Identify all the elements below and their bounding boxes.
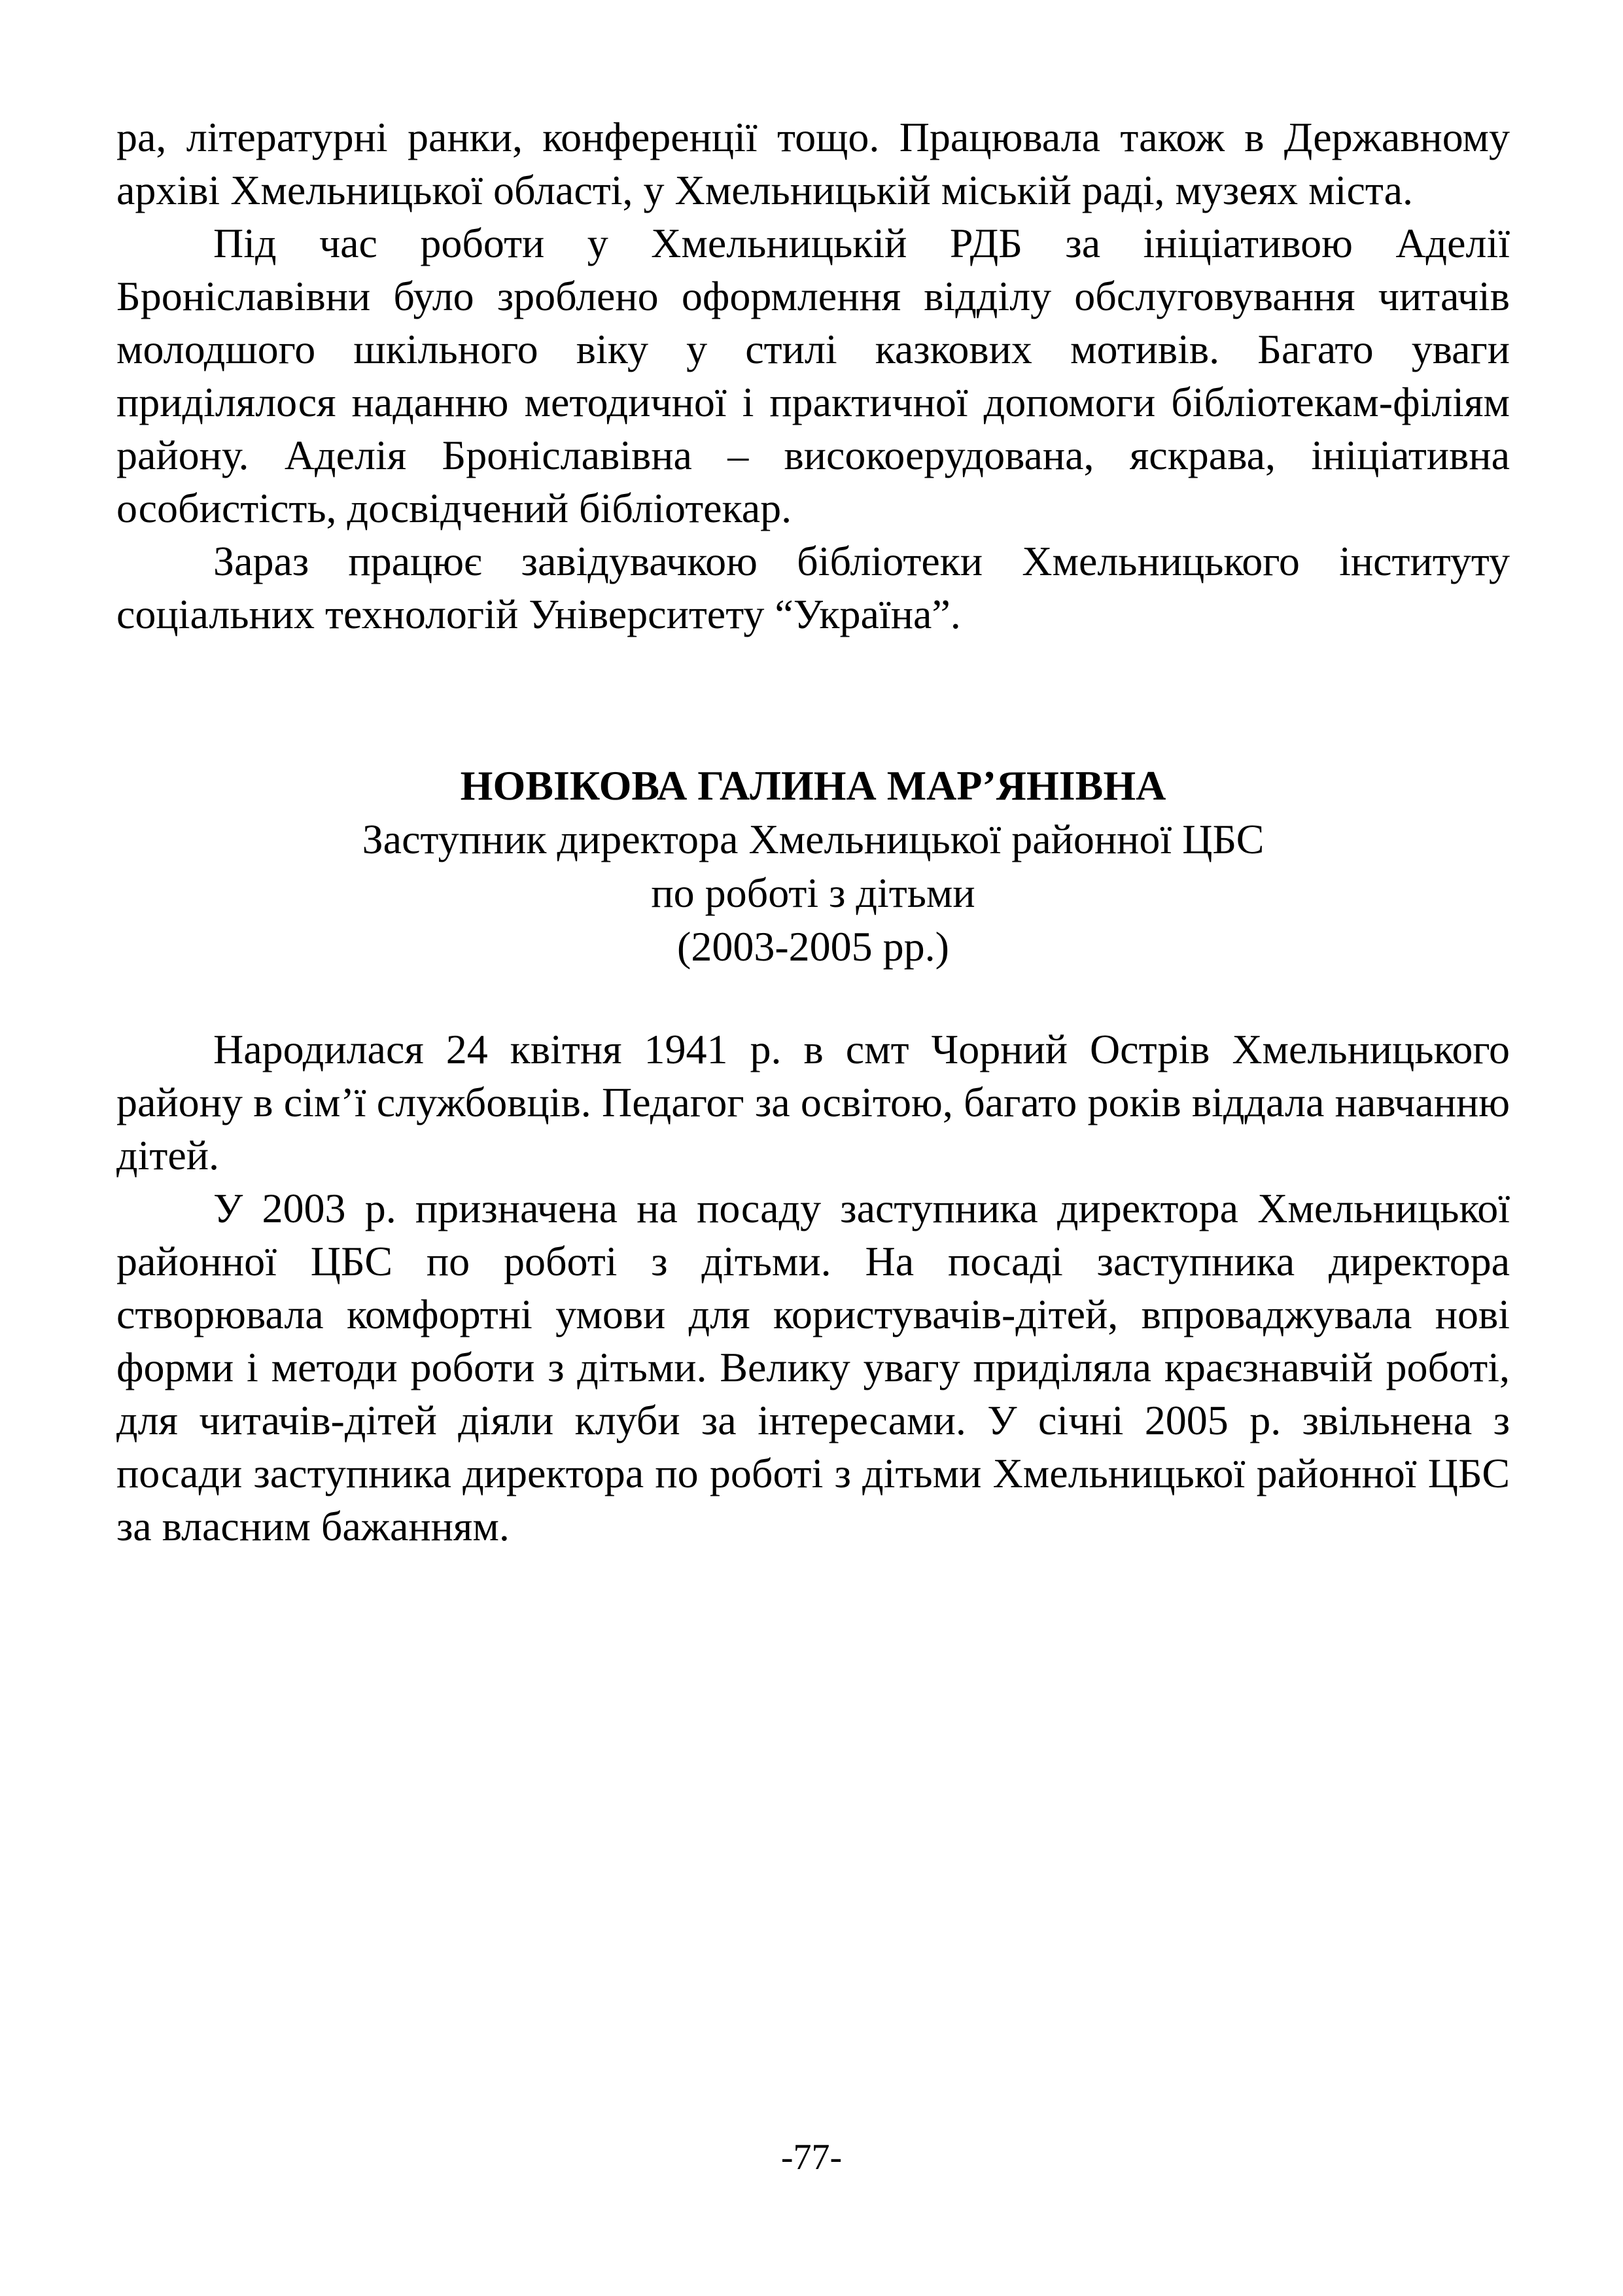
entry-body-text (116, 1023, 1510, 1553)
paragraph: Під час роботи у Хмельницькій РДБ за ініціативою Аделії Броніславівни було зроблено оформлення відділу обслуговування читачів молодшого шкільного віку у стилі казкових мотивів. Багато уваги приділялося наданню методичної і практичної допомоги бібліотекам-філіям району. Аделія Броніславівна – високоерудована, яскрава, ініціативна особистість, досвідчений бібліотекар. (116, 220, 1510, 531)
entry-heading (116, 759, 1510, 974)
paragraph-continued: ра, літературні ранки, конференції тощо. Працювала також в Державному архіві Хмельницької області, у Хмельницькій міській раді, музеях міста. (116, 114, 1510, 213)
entry-name: НОВІКОВА ГАЛИНА МАР’ЯНІВНА (460, 762, 1166, 809)
paragraph: Зараз працює завідувачкою бібліотеки Хмельницького інституту соціальних технологій Університету “Україна”. (116, 538, 1510, 637)
entry-position-line: по роботі з дітьми (651, 870, 975, 916)
entry-position-line: Заступник директора Хмельницької районної ЦБС (362, 816, 1265, 862)
paragraph: Народилася 24 квітня 1941 р. в смт Чорний Острів Хмельницького району в сім’ї службовців. Педагог за освітою, багато років віддала навчанню дітей. (116, 1026, 1510, 1178)
page-number: -77- (780, 2137, 843, 2178)
previous-entry-text (116, 111, 1510, 641)
paragraph: У 2003 р. призначена на посаду заступника директора Хмельницької районної ЦБС по роботі з дітьми. На посаді заступника директора створювала комфортні умови для користувачів-дітей, впроваджувала нові форми і методи роботи з дітьми. Велику увагу приділяла краєзнавчій роботі, для читачів-дітей діяли клуби за інтересами. У січні 2005 р. звільнена з посади заступника директора по роботі з дітьми Хмельницької районної ЦБС за власним бажанням. (116, 1185, 1510, 1549)
entry-years: (2003-2005 рр.) (677, 923, 949, 970)
